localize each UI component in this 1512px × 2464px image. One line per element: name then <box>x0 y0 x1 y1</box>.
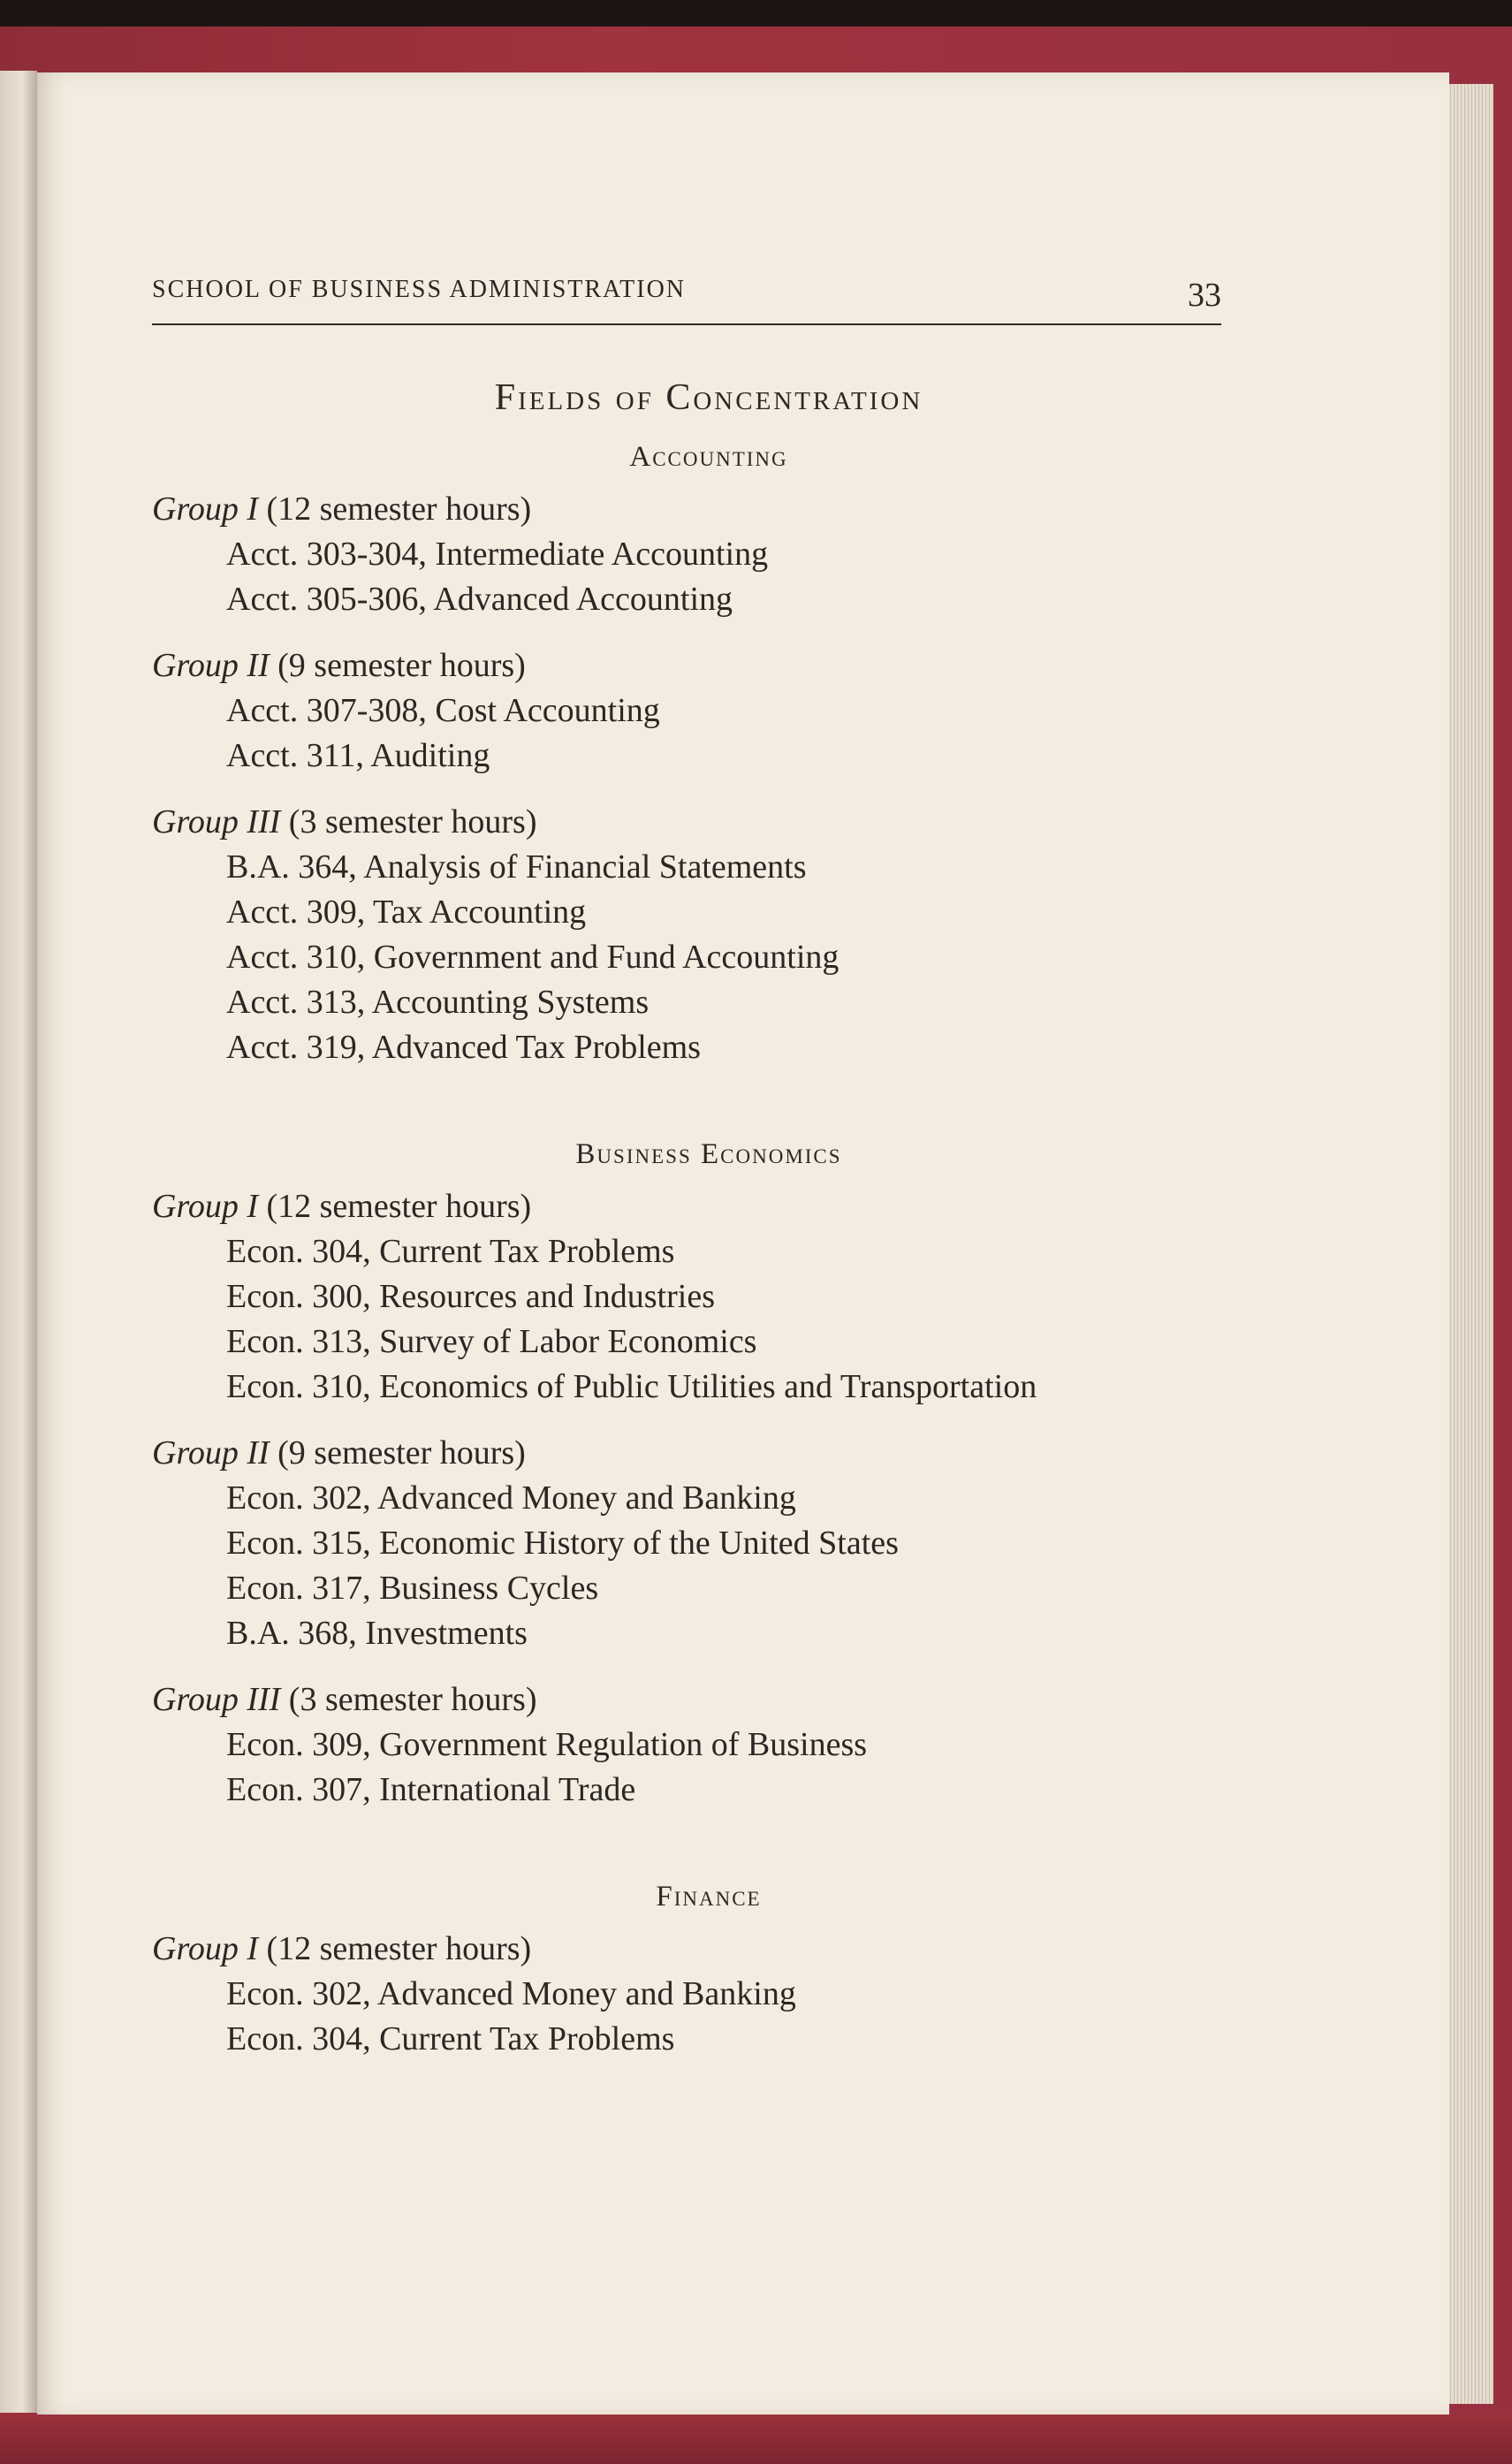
group-hours: (3 semester hours) <box>288 803 537 840</box>
group-hours: (3 semester hours) <box>288 1681 537 1718</box>
course-item: Econ. 307, International Trade <box>226 1771 636 1808</box>
section-business-economics <box>152 1132 1230 1813</box>
group-heading <box>152 1184 1230 1229</box>
group-heading <box>152 643 1230 688</box>
course-item: Econ. 315, Economic History of the United States <box>226 1525 899 1562</box>
group-block <box>152 800 1230 1070</box>
course-item: Econ. 300, Resources and Industries <box>226 1278 715 1315</box>
course-item: Econ. 313, Survey of Labor Economics <box>226 1323 757 1360</box>
section-title: Accounting <box>629 441 788 473</box>
course-item: Econ. 310, Economics of Public Utilities and Transportation <box>226 1368 1037 1405</box>
course-item: Acct. 310, Government and Fund Accounting <box>226 939 840 976</box>
group-hours: (12 semester hours) <box>266 491 532 528</box>
group-heading <box>152 1677 1230 1723</box>
group-name: Group I <box>152 1930 258 1967</box>
course-item: Acct. 305-306, Advanced Accounting <box>226 581 733 618</box>
section-accounting <box>152 435 1230 1070</box>
previous-page-edge <box>0 71 37 2413</box>
group-name: Group III <box>152 803 281 840</box>
course-item: Econ. 302, Advanced Money and Banking <box>226 1975 796 2012</box>
header-rule <box>152 323 1221 325</box>
page-number: 33 <box>1188 277 1221 314</box>
group-hours: (9 semester hours) <box>277 1434 526 1472</box>
group-name: Group I <box>152 1188 258 1225</box>
section-title: Business Economics <box>575 1138 842 1170</box>
group-name: Group II <box>152 1434 270 1472</box>
group-name: Group II <box>152 647 270 684</box>
group-hours: (9 semester hours) <box>277 647 526 684</box>
group-name: Group III <box>152 1681 281 1718</box>
section-finance <box>152 1875 1230 2062</box>
page-title: Fields of Concentration <box>494 377 923 418</box>
group-block <box>152 1677 1230 1813</box>
group-heading <box>152 1927 1230 1972</box>
course-item: B.A. 368, Investments <box>226 1615 528 1652</box>
group-block <box>152 1927 1230 2062</box>
group-block <box>152 1431 1230 1656</box>
course-item: Econ. 304, Current Tax Problems <box>226 1233 675 1270</box>
group-heading <box>152 487 1230 532</box>
course-item: Acct. 307-308, Cost Accounting <box>226 692 660 729</box>
course-item: B.A. 364, Analysis of Financial Statements <box>226 848 807 886</box>
group-block <box>152 1184 1230 1410</box>
group-name: Group I <box>152 491 258 528</box>
course-item: Acct. 309, Tax Accounting <box>226 894 587 931</box>
section-title: Finance <box>656 1881 762 1913</box>
course-item: Acct. 319, Advanced Tax Problems <box>226 1029 701 1066</box>
course-item: Econ. 317, Business Cycles <box>226 1570 599 1607</box>
course-item: Acct. 303-304, Intermediate Accounting <box>226 536 769 573</box>
running-head: SCHOOL OF BUSINESS ADMINISTRATION <box>152 276 687 303</box>
group-block <box>152 643 1230 779</box>
group-hours: (12 semester hours) <box>266 1930 532 1967</box>
book-cover-bottom-edge <box>0 2413 1512 2464</box>
course-item: Econ. 302, Advanced Money and Banking <box>226 1479 796 1517</box>
group-heading <box>152 800 1230 845</box>
group-hours: (12 semester hours) <box>266 1188 532 1225</box>
course-item: Econ. 304, Current Tax Problems <box>226 2020 675 2057</box>
group-heading <box>152 1431 1230 1476</box>
group-block <box>152 487 1230 622</box>
course-item: Acct. 311, Auditing <box>226 737 490 774</box>
page-content <box>152 376 1230 2083</box>
course-item: Econ. 309, Government Regulation of Business <box>226 1726 868 1763</box>
course-item: Acct. 313, Accounting Systems <box>226 984 650 1021</box>
